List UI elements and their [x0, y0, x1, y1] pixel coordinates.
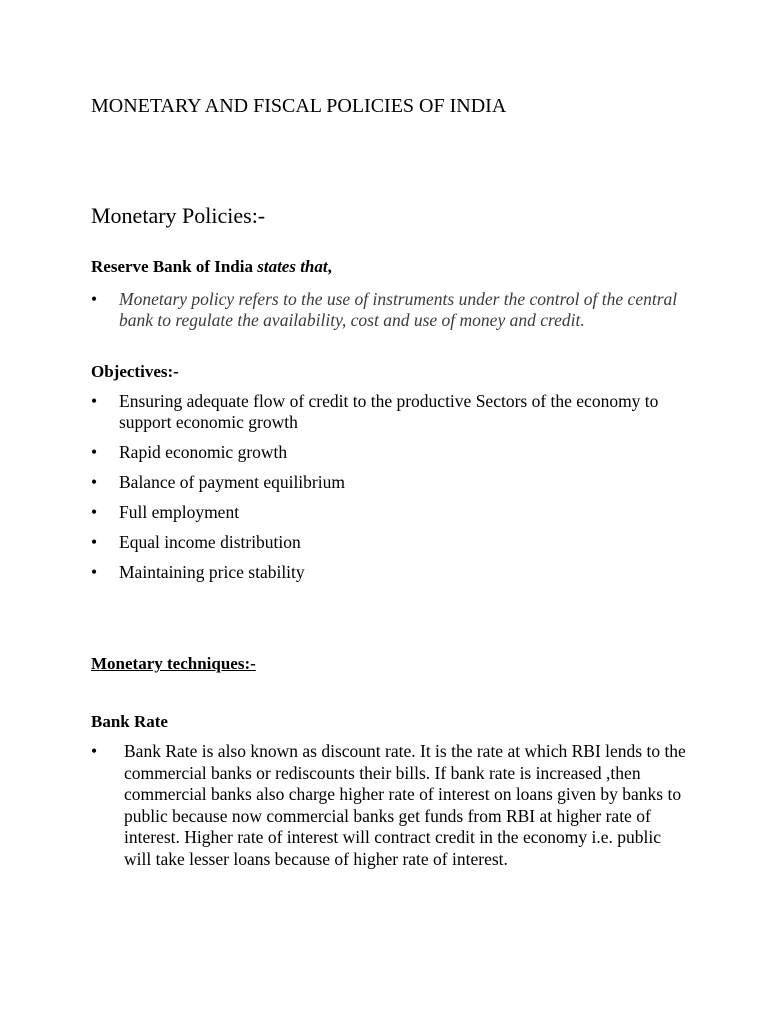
list-item [91, 391, 691, 433]
bullet-icon: • [91, 289, 98, 309]
list-item [91, 442, 691, 463]
rbi-emphasis-text: states that [257, 257, 328, 276]
quote-text: Monetary policy refers to the use of instruments under the control of the central bank to regulate the availability, cost and use of money and credit. [119, 289, 678, 330]
list-item [91, 532, 691, 553]
list-item [91, 472, 691, 493]
bullet-icon: • [91, 391, 98, 411]
objectives-heading: Objectives:- [91, 362, 179, 381]
bullet-icon: • [91, 532, 98, 552]
rbi-lead-text: Reserve Bank of India [91, 257, 258, 276]
bullet-icon: • [91, 562, 98, 582]
bank-rate-heading: Bank Rate [91, 712, 168, 731]
list-item-text: Full employment [119, 502, 240, 522]
policy-definition-quote [91, 289, 691, 331]
bullet-icon: • [91, 502, 98, 522]
list-item-text: Rapid economic growth [119, 442, 288, 462]
list-item [91, 562, 691, 583]
rbi-trail-text: , [327, 257, 332, 276]
list-item-text: Equal income distribution [119, 532, 301, 552]
techniques-heading: Monetary techniques:- [91, 654, 256, 673]
list-item [91, 502, 691, 523]
objectives-list [91, 391, 691, 592]
rbi-statement-line [91, 257, 332, 277]
bank-rate-paragraph [91, 741, 691, 870]
bullet-icon: • [91, 741, 98, 761]
bullet-icon: • [91, 442, 98, 462]
list-item-text: Maintaining price stability [119, 562, 305, 582]
document-title: MONETARY AND FISCAL POLICIES OF INDIA [91, 95, 507, 117]
list-item-text: Ensuring adequate flow of credit to the productive Sectors of the economy to support economic growth [119, 391, 659, 432]
bank-rate-text: Bank Rate is also known as discount rate. It is the rate at which RBI lends to the commercial banks or rediscounts their bills. If bank rate is increased ,then commercial banks also charge higher rate of interest on loans given by banks to public because now commercial banks get funds from RBI at higher rate of interest. Higher rate of interest will contract credit in the economy i.e. public will take lesser loans because of higher rate of interest. [124, 741, 686, 869]
section-heading-monetary-policies: Monetary Policies:- [91, 203, 266, 228]
bullet-icon: • [91, 472, 98, 492]
list-item-text: Balance of payment equilibrium [119, 472, 345, 492]
